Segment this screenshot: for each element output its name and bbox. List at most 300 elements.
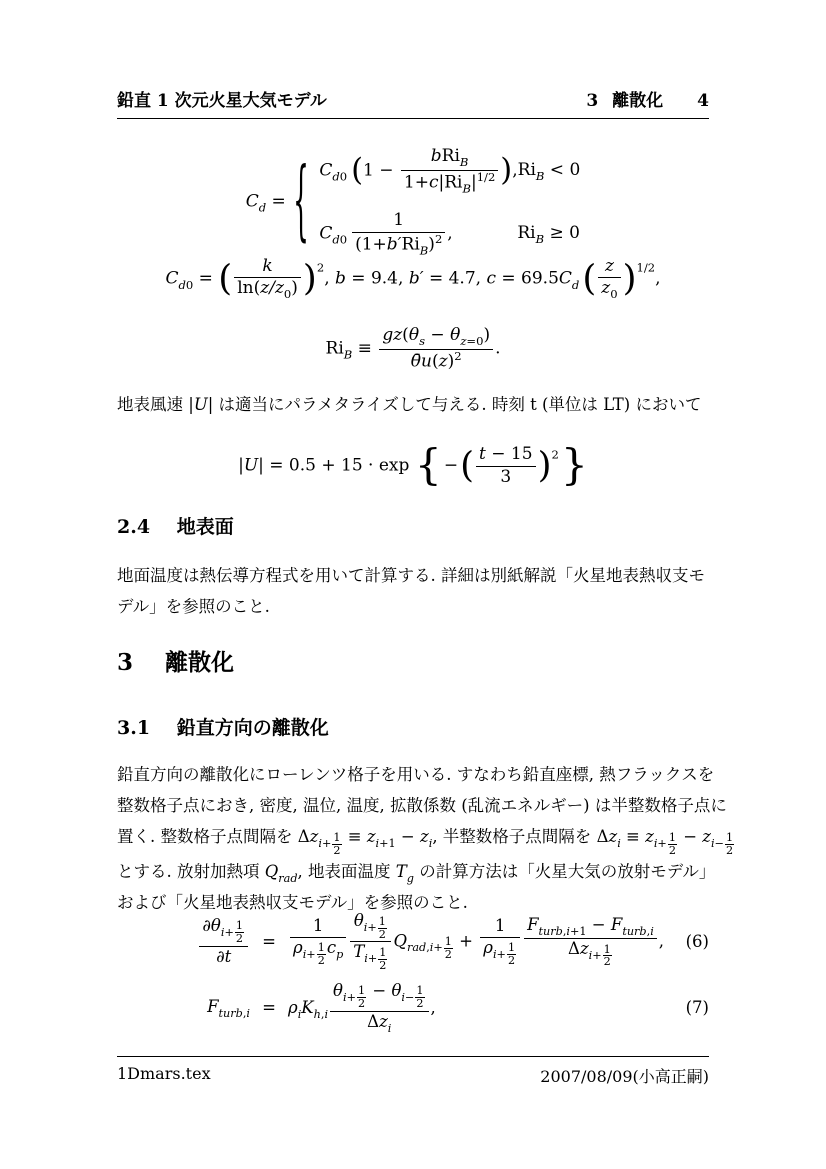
math-variable: U xyxy=(193,395,208,414)
math-cases xyxy=(291,147,580,256)
math-delimiter: ( xyxy=(460,444,475,486)
math-text: ≡ xyxy=(620,827,646,846)
math-variable: d xyxy=(332,169,340,184)
fraction-denominator xyxy=(234,278,301,301)
section-number: 3.1 xyxy=(117,717,151,739)
math-variable: rad xyxy=(278,872,298,886)
math-fraction xyxy=(378,947,387,972)
section-heading-3 xyxy=(117,644,234,677)
fraction-denominator xyxy=(524,939,657,968)
equation-richardson-number xyxy=(117,320,709,378)
math-variable: B xyxy=(419,243,429,258)
math-text: 2 xyxy=(725,843,734,857)
fraction-numerator xyxy=(350,912,391,942)
math-variable: Q xyxy=(393,931,407,951)
math-text: 1/2 xyxy=(636,260,656,275)
math-variable: i xyxy=(566,924,570,938)
fraction-denominator xyxy=(725,845,734,857)
math-fraction xyxy=(668,832,677,857)
math-variable: F xyxy=(207,996,219,1016)
paragraph-discretization xyxy=(117,759,734,918)
math-text: 2 xyxy=(454,348,462,363)
math-subscript xyxy=(653,830,678,857)
text-run xyxy=(117,790,727,821)
text-run: とする. 放射加熱項 xyxy=(117,862,265,882)
paragraph-ground-temperature xyxy=(117,560,713,622)
math-variable: d xyxy=(571,277,580,292)
equation-number: (6) xyxy=(685,932,709,952)
math-variable: θ xyxy=(353,911,364,930)
math-text: ) xyxy=(291,278,298,299)
math-variable: turb xyxy=(622,924,647,938)
math-variable: B xyxy=(535,169,545,183)
math-variable: ∂θ xyxy=(202,915,221,935)
math-text: Ri xyxy=(325,338,344,359)
math-variable: B xyxy=(343,347,353,362)
header-page-number: 4 xyxy=(697,91,709,111)
math-text: 1 xyxy=(507,941,516,955)
math-text: ≡ xyxy=(342,827,367,846)
fraction-denominator xyxy=(598,278,620,301)
fraction-denominator xyxy=(235,933,244,945)
math-delimiter: ) xyxy=(500,153,513,189)
math-variable: rad xyxy=(406,941,427,955)
math-text: , xyxy=(320,1007,325,1021)
header-section-title: 離散化 xyxy=(612,91,664,111)
math-row xyxy=(238,440,588,490)
math-variable: F xyxy=(610,914,623,934)
math-text: = 69.5 xyxy=(496,268,559,289)
math-text: 2 xyxy=(434,231,443,246)
math-text: 1 xyxy=(333,830,341,844)
math-fraction xyxy=(357,985,366,1010)
math-text: 1 xyxy=(379,946,387,960)
math-row xyxy=(326,326,501,372)
math-text: 1 − xyxy=(363,160,399,181)
math-fraction xyxy=(598,257,620,301)
text-run: の計算方法は「火星大気の放射モデル」 xyxy=(413,862,716,882)
math-superscript xyxy=(637,260,656,274)
math-text: ( xyxy=(431,351,439,372)
math-variable: i xyxy=(650,924,654,938)
math-variable: C xyxy=(165,268,179,289)
math-subscript xyxy=(278,872,297,885)
math-variable: U xyxy=(243,455,259,476)
math-subscript xyxy=(588,942,613,969)
math-text: | = 0.5 + 15 · exp xyxy=(258,455,415,476)
text-run: 整数格子点におき, 密度, 温位, 温度, 拡散係数 (乱流エネルギー) は半整数格子点に xyxy=(117,796,727,815)
math-variable: i xyxy=(342,990,347,1004)
math-variable: i xyxy=(220,925,225,939)
math-subscript xyxy=(178,278,193,292)
math-subscript xyxy=(318,830,342,857)
header-section-number: 3 xyxy=(586,91,599,111)
math-subscript xyxy=(302,941,327,968)
math-text: ≡ xyxy=(352,338,378,359)
math-variable: d xyxy=(178,277,186,292)
math-variable: ρ xyxy=(483,937,493,957)
text-line: デル」を参照のこと. xyxy=(117,597,270,616)
fraction-denominator xyxy=(444,949,453,961)
fraction-numerator xyxy=(598,257,620,279)
case-condition xyxy=(518,160,581,183)
equation-number: (7) xyxy=(685,998,709,1018)
fraction-numerator xyxy=(524,916,657,939)
math-subscript xyxy=(610,288,617,302)
math-subscript xyxy=(220,919,245,946)
math-text: 1 xyxy=(494,915,506,935)
math-text: 2 xyxy=(317,954,325,968)
text-line xyxy=(117,759,713,790)
math-text: + xyxy=(321,837,332,851)
math-subscript xyxy=(344,348,353,362)
math-fraction xyxy=(603,944,612,969)
math-text: = xyxy=(262,998,276,1018)
math-text: 1 xyxy=(317,941,325,955)
math-variable: c xyxy=(428,172,439,193)
math-text: 2 xyxy=(668,843,676,857)
math-superscript xyxy=(552,447,559,461)
math-variable: θ̄u xyxy=(410,351,432,372)
math-text: . xyxy=(495,338,501,359)
text-line xyxy=(117,389,701,420)
math-variable: i xyxy=(387,1021,392,1035)
math-text: ≥ 0 xyxy=(544,222,580,243)
math-variable: turb xyxy=(218,1006,243,1020)
fraction-denominator xyxy=(507,955,516,967)
math-variable: k xyxy=(262,255,273,276)
math-subscript xyxy=(460,334,483,348)
fraction-numerator xyxy=(379,326,493,350)
math-text: 1/2 xyxy=(476,170,496,185)
math-variable: θ xyxy=(391,980,402,1000)
math-variable: i xyxy=(617,837,621,851)
text-run xyxy=(117,759,714,790)
equation-cd0-constants xyxy=(117,250,709,308)
math-text: 0 xyxy=(610,287,618,302)
math-variable: z xyxy=(366,827,376,846)
math-fraction xyxy=(401,147,498,195)
math-variable: z xyxy=(702,827,711,846)
fraction-numerator xyxy=(290,917,346,938)
text-line xyxy=(117,790,727,821)
math-variable: h xyxy=(313,1007,321,1021)
math-text: 0 xyxy=(339,232,348,247)
math-superscript xyxy=(477,170,496,184)
math-variable: z xyxy=(645,827,654,846)
math-variable: z xyxy=(601,278,611,299)
math-fraction xyxy=(199,917,248,967)
fraction-denominator xyxy=(317,955,326,967)
math-fraction xyxy=(476,445,536,487)
math-variable: ∂t xyxy=(216,946,232,966)
math-fraction xyxy=(524,916,657,969)
math-variable: z xyxy=(420,827,429,846)
math-variable: C xyxy=(245,191,259,212)
math-text: 3 xyxy=(500,466,512,487)
math-variable: z xyxy=(460,334,467,349)
math-text: | xyxy=(238,455,244,476)
math-fraction xyxy=(330,982,428,1035)
cases-rows xyxy=(319,147,580,256)
math-text: = xyxy=(262,932,276,952)
math-text: − xyxy=(425,325,451,346)
math-variable: i xyxy=(364,952,368,966)
math-text: ) xyxy=(483,325,491,346)
math-text: +1 xyxy=(379,837,396,851)
math-subscript xyxy=(492,941,517,968)
math-text: + xyxy=(306,947,316,961)
math-variable: z xyxy=(309,827,319,846)
math-variable: θ xyxy=(450,325,461,346)
math-subscript xyxy=(407,872,414,885)
math-text: | xyxy=(207,395,214,414)
math-text: = xyxy=(193,268,219,289)
section-number: 2.4 xyxy=(117,516,151,538)
math-variable: C xyxy=(319,160,333,181)
math-fraction xyxy=(415,985,424,1010)
math-text: + xyxy=(367,921,377,935)
math-text: 2 xyxy=(416,997,424,1011)
header-document-title: 鉛直 1 次元火星大気モデル xyxy=(117,91,327,111)
math-variable: d xyxy=(258,200,267,215)
math-variable: i xyxy=(401,990,405,1004)
paragraph-surface-wind xyxy=(117,389,713,420)
text-run xyxy=(117,821,735,856)
math-text: 2 xyxy=(444,947,452,961)
math-variable: i xyxy=(246,1006,250,1020)
math-subscript xyxy=(406,935,454,961)
math-text: − xyxy=(404,990,415,1004)
math-text: | xyxy=(188,395,194,414)
equation-7 xyxy=(117,982,709,1035)
math-subscript xyxy=(401,984,425,1011)
math-text: + xyxy=(433,941,443,955)
math-text: Ri xyxy=(441,146,460,167)
math-text: = xyxy=(266,191,292,212)
math-variable: t xyxy=(479,443,486,464)
math-text: 1 xyxy=(725,830,734,844)
math-text: (1+ xyxy=(355,234,387,254)
math-text: 2 xyxy=(357,997,366,1011)
math-fraction xyxy=(480,917,520,967)
math-variable: z/z xyxy=(260,278,284,299)
math-text: Δ xyxy=(596,827,609,846)
math-variable: z xyxy=(438,351,448,372)
math-fraction xyxy=(444,936,453,961)
math-subscript xyxy=(572,278,579,292)
math-text: < 0 xyxy=(544,159,581,180)
math-text: + xyxy=(592,948,602,962)
math-variable: b′ xyxy=(386,234,402,254)
fraction-denominator xyxy=(350,942,391,971)
page-header xyxy=(117,86,709,119)
math-text: 2 xyxy=(333,843,341,857)
math-variable: i xyxy=(375,837,380,851)
math-variable: g xyxy=(406,872,414,886)
text-run: および「火星地表熱収支モデル」を参照のこと. xyxy=(117,893,468,913)
fraction-denominator xyxy=(603,956,612,968)
math-superscript xyxy=(454,349,461,363)
math-variable: i xyxy=(302,947,307,961)
math-text: 1 xyxy=(416,984,424,998)
math-variable: T xyxy=(353,942,365,962)
math-subscript xyxy=(376,837,396,850)
math-subscript xyxy=(332,233,347,247)
math-variable: i xyxy=(363,921,368,935)
fraction-denominator xyxy=(357,998,366,1010)
math-variable: i xyxy=(428,837,433,851)
math-text: 1 xyxy=(357,984,366,998)
text-line xyxy=(117,821,734,857)
fraction-numerator xyxy=(352,211,445,233)
math-text: ) xyxy=(447,351,455,372)
math-text: + xyxy=(346,990,356,1004)
math-fraction xyxy=(332,832,341,857)
equation-relation xyxy=(250,932,288,951)
math-text: , xyxy=(430,997,436,1017)
text-line xyxy=(117,856,716,887)
math-text: 2 xyxy=(316,260,325,275)
math-text: 0 xyxy=(283,287,292,302)
math-text: 1 xyxy=(235,919,243,933)
fraction-denominator xyxy=(332,845,341,857)
fraction-denominator xyxy=(199,947,248,967)
math-variable: B xyxy=(535,231,545,246)
math-row xyxy=(165,257,660,301)
math-subscript xyxy=(710,830,735,857)
math-variable: c xyxy=(326,937,337,957)
math-text: =0 xyxy=(466,334,484,349)
math-variable: i xyxy=(297,1007,302,1021)
fraction-numerator xyxy=(401,147,498,171)
math-variable: C xyxy=(319,223,333,244)
math-variable: b xyxy=(430,146,442,167)
math-variable: ρ xyxy=(288,997,298,1017)
math-subscript xyxy=(332,170,347,184)
math-text: Ri xyxy=(517,159,536,180)
math-text: , xyxy=(324,268,336,289)
math-text: − xyxy=(367,980,392,1000)
math-text: Ri xyxy=(401,234,420,254)
math-fraction xyxy=(290,917,346,967)
math-text: +1 xyxy=(570,924,587,938)
math-text: ln( xyxy=(237,278,261,299)
math-fraction xyxy=(379,326,493,372)
math-variable: b xyxy=(335,268,346,289)
fraction-denominator xyxy=(290,938,346,967)
math-text: 1+ xyxy=(403,172,429,193)
math-text: + xyxy=(367,952,378,966)
math-text: 2 xyxy=(379,958,387,972)
header-right xyxy=(586,86,709,111)
math-fraction xyxy=(507,942,516,967)
math-delimiter: ( xyxy=(351,153,364,189)
equation-drag-coefficient xyxy=(117,146,709,258)
page-footer xyxy=(117,1056,709,1087)
math-variable: Q xyxy=(264,862,279,882)
math-variable: i xyxy=(318,837,322,851)
section-title: 離散化 xyxy=(165,650,235,676)
math-variable: gz xyxy=(382,325,403,346)
math-variable: K xyxy=(301,997,314,1017)
math-text: 1 xyxy=(444,935,452,949)
math-subscript xyxy=(460,155,469,169)
math-text: = 9.4, xyxy=(345,268,409,289)
math-text: , xyxy=(655,268,661,289)
text-run: , 半整数格子点間隔を xyxy=(432,827,597,846)
math-text: 2 xyxy=(235,932,243,946)
math-superscript xyxy=(435,232,442,246)
math-variable: z xyxy=(608,827,618,846)
math-text: , xyxy=(646,924,651,938)
text-run: 地表風速 xyxy=(117,395,189,414)
fraction-denominator xyxy=(668,845,677,857)
equation-relation xyxy=(250,998,288,1017)
math-text: ( xyxy=(402,325,409,346)
math-text: + xyxy=(453,931,479,951)
math-variable: θ xyxy=(333,980,343,1000)
math-fraction xyxy=(234,257,301,301)
math-variable: s xyxy=(419,334,425,349)
math-variable: i xyxy=(653,837,658,851)
math-subscript xyxy=(388,1022,392,1035)
math-variable: i xyxy=(588,948,593,962)
math-subscript xyxy=(363,914,388,941)
math-subscript xyxy=(462,182,471,196)
math-text: 2 xyxy=(551,447,559,462)
fraction-denominator xyxy=(379,350,493,372)
math-text: − 15 xyxy=(485,443,533,464)
fraction-denominator xyxy=(378,929,387,941)
equation-6 xyxy=(117,912,709,972)
math-text: , xyxy=(426,941,430,955)
math-fraction xyxy=(317,942,326,967)
text-run: , 地表面温度 xyxy=(297,862,396,882)
section-number: 3 xyxy=(117,649,134,676)
math-text: | xyxy=(470,172,477,193)
math-subscript xyxy=(314,1007,328,1020)
math-variable: T xyxy=(395,862,407,882)
equation-wind-speed xyxy=(117,434,709,498)
math-text: Δ xyxy=(568,938,580,958)
math-subscript xyxy=(364,946,388,972)
math-subscript xyxy=(342,984,367,1011)
fraction-numerator xyxy=(480,917,520,938)
fraction-denominator xyxy=(476,467,536,488)
math-variable: ρ xyxy=(293,937,303,957)
section-heading-3-1 xyxy=(117,713,329,740)
math-subscript xyxy=(539,925,587,938)
math-delimiter: ) xyxy=(302,257,317,299)
fraction-numerator xyxy=(476,445,536,467)
math-variable: i xyxy=(710,837,715,851)
case-body xyxy=(319,147,517,195)
fraction-denominator xyxy=(401,171,498,195)
section-title: 地表面 xyxy=(176,516,234,538)
math-subscript xyxy=(336,948,343,961)
math-text: , xyxy=(242,1006,247,1020)
math-variable: p xyxy=(336,947,344,961)
math-text: − xyxy=(714,837,724,851)
math-delimiter: { xyxy=(414,440,442,490)
math-variable: z xyxy=(379,1011,388,1031)
text-run: 置く. 整数格子点間隔を xyxy=(117,827,298,846)
fraction-numerator xyxy=(330,982,428,1012)
math-text: − xyxy=(586,914,611,934)
math-variable: b′ xyxy=(408,268,424,289)
equation-array xyxy=(117,912,709,1044)
